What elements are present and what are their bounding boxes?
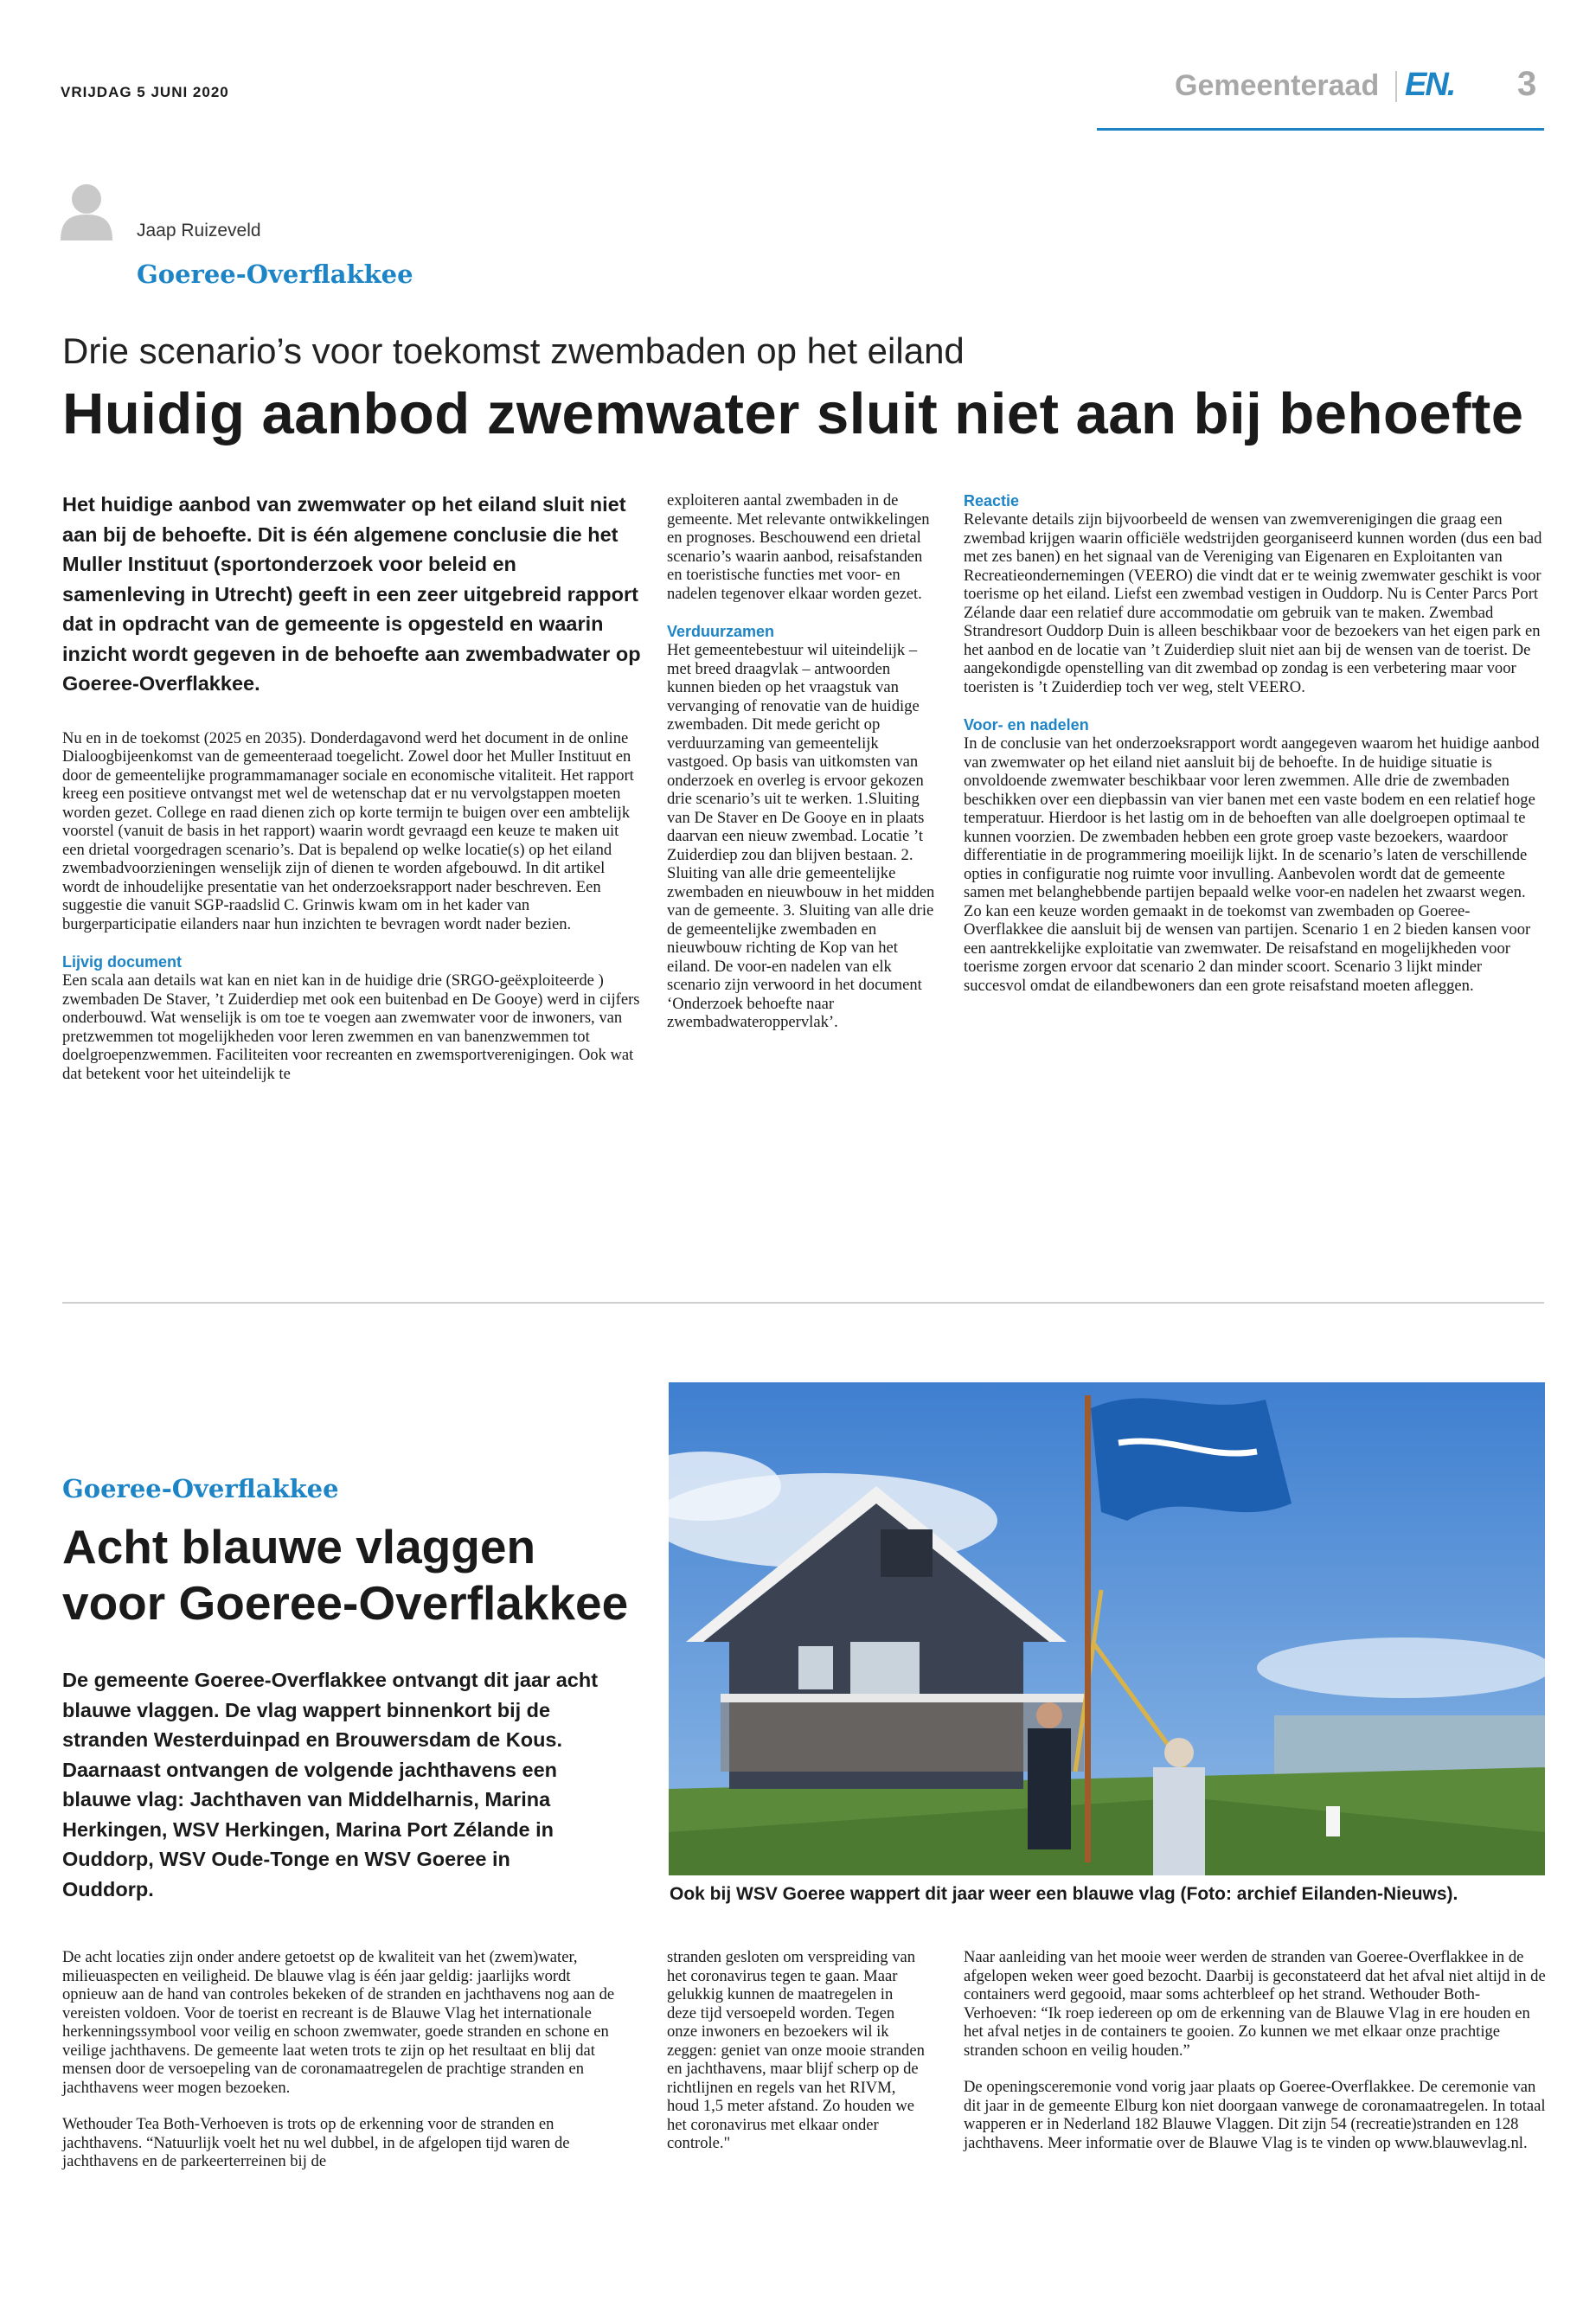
header-rule [1097,128,1544,131]
article1-column-1 [62,490,644,1083]
page-number: 3 [1517,65,1537,103]
article1-subhead-reactie: Reactie [964,492,1020,510]
article1-kicker: Goeree-Overflakkee [137,260,413,289]
article2-column-3 [964,1948,1547,2152]
article2-paragraph: stranden gesloten om verspreiding van het coronavirus tegen te gaan. Maar gelukkig kunnen de maatregelen in deze tijd versoepeld worden. Tegen onze inwoners en bezoekers wil ik zeggen: geniet van onze mooie stranden en jachthavens, maar blijf scherp op de richtlijnen en regels van het RIVM, houd 1,5 meter afstand. Zo houden we het coronavirus met elkaar onder controle." [667,1948,925,2152]
article1-paragraph: Relevante details zijn bijvoorbeeld de wensen van zwemverenigingen die graag een zwembad krijgen waarin officiële wedstrijden georganiseerd kunnen worden (dus een bad met zes banen) en het signaal van de Vereniging van Eigenaren en Exploitanten van Recreatieondernemingen (VEERO) die vindt dat er te weinig zwemwater geschikt is voor toerisme op het eiland. Liefst een zwembad vestigen in Ouddorp. Nu is Center Parcs Port Zélande daar een relatief dure accommodatie om gebruik van te maken. Zwembad Strandresort Ouddorp Duin is alleen beschikbaar voor de bezoekers van het eigen park en het aanbod en de locatie van ’t Zuiderdiep sluit niet aan bij de wensen van de toerist. De aangekondigde openstelling van dit zwembad op zondag is een verbetering maar voor toeristen is ’t Zuiderdiep toch ver weg, stelt VEERO. [964,510,1542,696]
article2-lead: De gemeente Goeree-Overflakkee ontvangt dit jaar acht blauwe vlaggen. De vlag wappert binnenkort bij de stranden Westerduinpad en Brouwersdam de Kous. Daarnaast ontvangen de volgende jachthavens een blauwe vlag: Jachthaven van Middelharnis, Marina Herkingen, WSV Herkingen, Marina Port Zélande in Ouddorp, WSV Oude-Tonge en WSV Goeree in Ouddorp. [62,1669,599,1900]
photo-caption: Ook bij WSV Goeree wappert dit jaar weer een blauwe vlag (Foto: archief Eilanden-Nieuws). [670,1884,1458,1904]
article1-column-3 [964,491,1547,995]
article1-paragraph: In de conclusie van het onderzoeksrapport wordt aangegeven waarom het huidige aanbod van zwemwater op het eiland niet aansluit bij de behoefte. In de huidige situatie is onvoldoende zwemwater beschikbaar voor leren zwemmen. Alle drie de zwembaden beschikken over een diepbassin van vier banen met een vaste bodem en een relatief hoge temperatuur. Hierdoor is het lastig om in de behoeften van alle doelgroepen optimaal te kunnen voorzien. De zwembaden hebben een grote groep vaste bezoekers, waardoor differentiatie in de programmering moeilijk lijkt. In de scenario’s laten de verschillende opties in configuratie nog ruimte voor invulling. Aanbevolen wordt dat de gemeente samen met belanghebbende partijen bepaald welke voor-en nadelen het zwaarst wegen. Zo kan een keuze worden gemaakt in de toekomst van zwembaden op Goeree-Overflakkee die aansluit bij de wensen van partijen. Scenario 1 en 2 bieden kansen voor een aantrekkelijke exploitatie van zwemwater. De reisafstand en mogelijkheden voor toerisme zorgen ervoor dat scenario 2 dan minder scoort. Scenario 3 lijkt minder succesvol omdat de eilandbewoners dan een grote reisafstand moeten afleggen. [964,734,1540,995]
article2-column-2 [667,1948,925,2153]
article1-column-2 [667,491,937,1032]
article-divider [62,1302,1544,1304]
article2-paragraph: De openingsceremonie vond vorig jaar plaats op Goeree-Overflakkee. De ceremonie van dit jaar in de gemeente Elburg kon niet doorgaan vanwege de coronamaatregelen. In totaal wapperen er in Nederland 182 Blauwe Vlaggen. Dit zijn 54 (recreatie)stranden en 128 jachthavens. Meer informatie over de Blauwe Vlag is te vinden op www.blauwevlag.nl. [964,2078,1546,2152]
issue-date: VRIJDAG 5 JUNI 2020 [61,84,229,100]
article2-lead-block [62,1665,599,1904]
article2-headline-line-2: voor Goeree-Overflakkee [62,1576,629,1630]
article2-column-1 [62,1948,629,2171]
article1-subhead-verduurzamen: Verduurzamen [667,623,775,640]
section-title: Gemeenteraad [1175,69,1380,102]
article1-subhead-voor-nadelen: Voor- en nadelen [964,716,1089,734]
article2-headline [62,1519,628,1631]
article2-headline-line-1: Acht blauwe vlaggen [62,1520,536,1574]
author-avatar-icon [61,182,112,240]
article1-headline: Huidig aanbod zwemwater sluit niet aan bij behoefte [62,381,1524,446]
header-divider [1395,71,1397,102]
photo-blue-flag-wsv-goeree [669,1382,1545,1875]
article2-paragraph: Naar aanleiding van het mooie weer werden de stranden van Goeree-Overflakkee in de afgelopen weken weer goed bezocht. Daarbij is geconstateerd dat het afval niet altijd in de containers werd gegooid, maar soms achterbleef op het strand. Wethouder Both-Verhoeven: “Ik roep iedereen op om de erkenning van de Blauwe Vlag in ere houden en het afval netjes in de containers te gooien. Zo kunnen we met elkaar onze prachtige stranden schoon en veilig houden.” [964,1948,1546,2060]
author-name: Jaap Ruizeveld [137,221,261,240]
article1-subheadline: Drie scenario’s voor toekomst zwembaden op het eiland [62,330,965,371]
article2-kicker: Goeree-Overflakkee [62,1474,339,1503]
article1-paragraph: exploiteren aantal zwembaden in de gemeente. Met relevante ontwikkelingen en prognoses. Beschouwend een drietal scenario’s waarin aanbod, reisafstanden en toeristische functies met voor- en nadelen tegenover elkaar worden gezet. [667,491,930,603]
article2-paragraph: Wethouder Tea Both-Verhoeven is trots op de erkenning voor de stranden en jachthavens. “Natuurlijk voelt het nu wel dubbel, in de afgelopen tijd waren de jachthavens en de parkeerterreinen bij de [62,2115,570,2170]
article1-lead: Het huidige aanbod van zwemwater op het eiland sluit niet aan bij de behoefte. Dit is één algemene conclusie die het Muller Instituut (sportonderzoek voor beleid en samenleving in Utrecht) geeft in een zeer uitgebreid rapport dat in opdracht van de gemeente is opgesteld en waarin inzicht wordt gegeven in de behoefte aan zwembadwater op Goeree-Overflakkee. [62,493,641,695]
article1-paragraph: Nu en in de toekomst (2025 en 2035). Donderdagavond werd het document in de online Dialoogbijeenkomst van de gemeenteraad toegelicht. Zowel door het Muller Instituut en door de gemeentelijke programmamanager sociale en economische vitaliteit. Het rapport kreeg een positieve ontvangst met wel de wetenschap dat er nu vervolgstappen moeten worden gezet. College en raad dienen zich op korte termijn te buigen over een ambtelijk voorstel (vanuit de basis in het rapport) waarin wordt gevraagd een keuze te maken uit een drietal voorgedragen scenario’s. Dat is bepalend op welke locatie(s) op het eiland zwembadvoorzieningen wenselijk zijn of dienen te worden afgebouwd. In dit artikel wordt de inhoudelijke presentatie van het onderzoeksrapport nader beschreven. Een suggestie die vanuit SGP-raadslid C. Grinwis kwam om in het kader van burgerparticipatie eilanders naar hun inzichten te bevragen wordt nader bezien. [62,728,634,933]
article2-paragraph: De acht locaties zijn onder andere getoetst op de kwaliteit van het (zwem)water, milieuaspecten en veiligheid. De blauwe vlag is één jaar geldig: jaarlijks wordt opnieuw aan de hand van controles bekeken of de stranden en jachthavens nog aan de vereisten voldoen. Voor de toerist en recreant is de Blauwe Vlag het internationale herkenningssymbool voor veilig en schoon zwemwater, goede stranden en schone en veilige jachthavens. De gemeente laat weten trots te zijn op het resultaat en blij dat mensen door de versoepeling van de coronamaatregelen de prachtige stranden en jachthavens weer mogen bezoeken. [62,1948,615,2097]
article1-paragraph: Het gemeentebestuur wil uiteindelijk – met breed draagvlak – antwoorden kunnen bieden op het vraagstuk van vervanging of renovatie van de huidige zwembaden. Dit mede gericht op verduurzaming van gemeentelijk vastgoed. Op basis van uitkomsten van onderzoek en overleg is ervoor gekozen drie scenario’s uit te werken. 1.Sluiting van De Staver en De Gooye en in plaats daarvan een nieuw zwembad. Locatie ’t Zuiderdiep zou dan blijven bestaan. 2. Sluiting van alle drie gemeentelijke zwembaden en nieuwbouw in het midden van de gemeente. 3. Sluiting van alle drie de gemeentelijke zwembaden en nieuwbouw richting de Kop van het eiland. De voor-en nadelen van elk scenario zijn verwoord in het document ‘Onderzoek behoefte naar zwembadwateroppervlak’. [667,641,935,1031]
article1-subhead-lijvig: Lijvig document [62,953,183,971]
brand-logo: EN. [1405,67,1455,103]
article1-paragraph: Een scala aan details wat kan en niet kan in de huidige drie (SRGO-geëxploiteerde ) zwembaden De Staver, ’t Zuiderdiep met ook een buitenbad en De Gooye) werd in cijfers onderbouwd. Wat wenselijk is om toe te voegen aan zwemwater voor de inwoners, van pretzwemmen tot mogelijkheden voor leren zwemmen en van banenzwemmen tot doelgroepenzwemmen. Faciliteiten voor recreanten en zwemsportverenigingen. Ook wat dat betekent voor het uiteindelijk te [62,971,640,1083]
